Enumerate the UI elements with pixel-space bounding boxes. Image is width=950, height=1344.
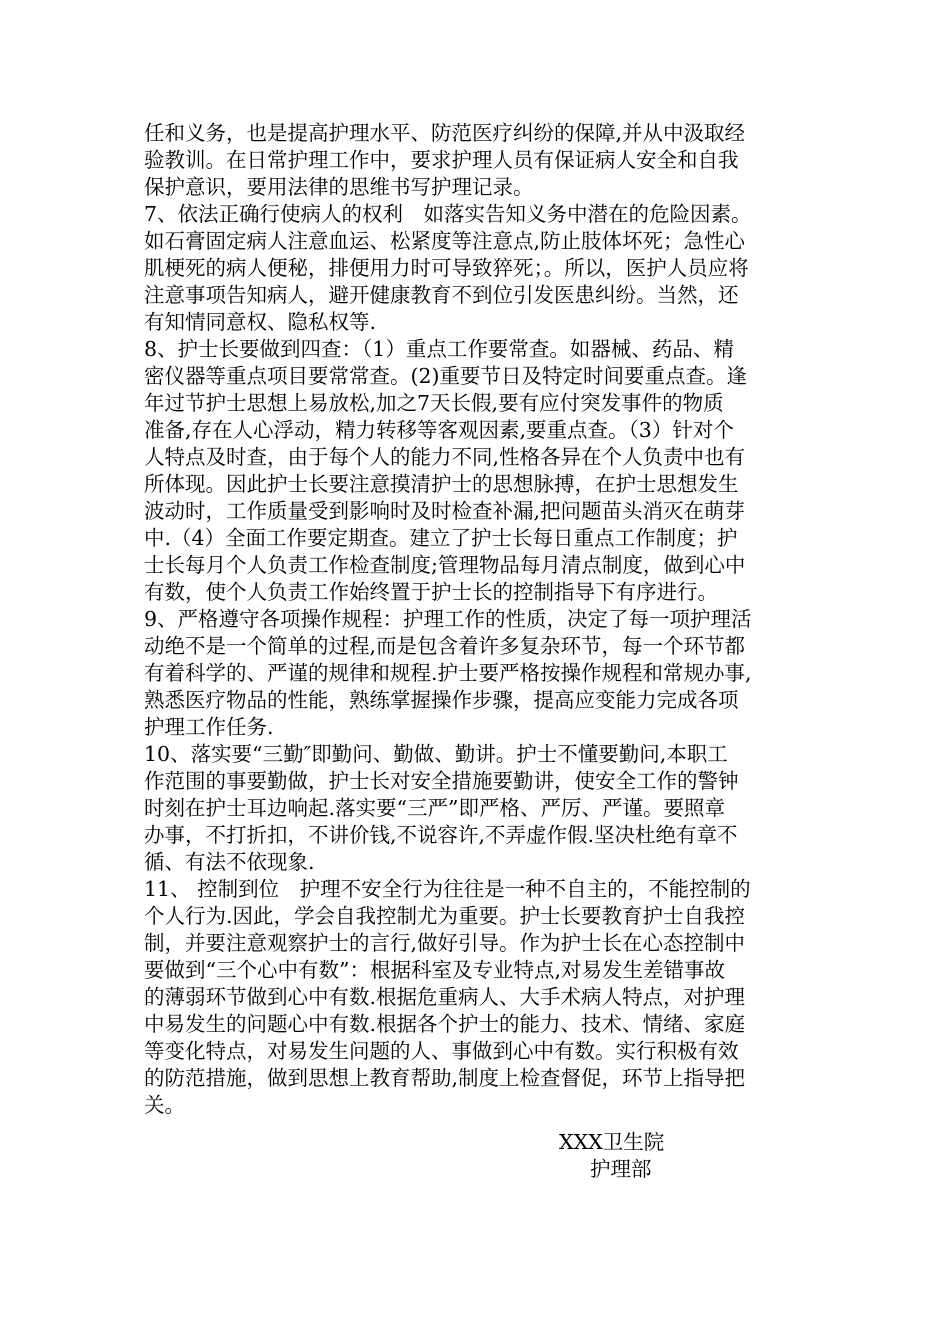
body-text-line: 士长每月个人负责工作检查制度;管理物品每月清点制度，做到心中 bbox=[144, 553, 746, 577]
body-text-line: 验教训。在日常护理工作中，要求护理人员有保证病人安全和自我 bbox=[144, 148, 739, 172]
body-text-line: 8、护士长要做到四查：（1）重点工作要常查。如器械、药品、精 bbox=[144, 337, 734, 361]
body-text-line: 中.（4）全面工作要定期查。建立了护士长每日重点工作制度；护 bbox=[144, 526, 738, 550]
body-text-line: 所体现。因此护士长要注意摸清护士的思想脉搏，在护士思想发生 bbox=[144, 472, 739, 496]
body-text-line: 办事，不打折扣，不讲价钱,不说容许,不弄虚作假.坚决杜绝有章不 bbox=[144, 823, 738, 847]
body-text-line: 9、严格遵守各项操作规程：护理工作的性质，决定了每一项护理活 bbox=[144, 607, 752, 631]
body-text-line: 肌梗死的病人便秘，排便用力时可导致猝死；。所以，医护人员应将 bbox=[144, 256, 749, 280]
body-text-line: 有数，使个人负责工作始终置于护士长的控制指导下有序进行。 bbox=[144, 580, 718, 604]
body-text-line: 注意事项告知病人，避开健康教育不到位引发医患纠纷。当然，还 bbox=[144, 283, 739, 307]
body-text-line: 密仪器等重点项目要常常查。(2)重要节日及特定时间要重点查。逢 bbox=[144, 364, 748, 388]
body-text-line: 动绝不是一个简单的过程,而是包含着许多复杂环节，每一个环节都 bbox=[144, 634, 746, 658]
body-text-line: 时刻在护士耳边响起.落实要“三严”即严格、严厉、严谨。要照章 bbox=[144, 796, 725, 820]
body-text-line: 年过节护士思想上易放松,加之7天长假,要有应付突发事件的物质 bbox=[144, 391, 724, 415]
body-text-line: 人特点及时查，由于每个人的能力不同,性格各异在个人负责中也有 bbox=[144, 445, 746, 469]
body-text-line: 熟悉医疗物品的性能，熟练掌握操作步骤，提高应变能力完成各项 bbox=[144, 688, 739, 712]
body-text-line: 有着科学的、严谨的规律和规程.护士要严格按操作规程和常规办事, bbox=[144, 661, 752, 685]
body-text-line: 7、依法正确行使病人的权利 如落实告知义务中潜在的危险因素。 bbox=[144, 202, 752, 226]
body-text-line: 作范围的事要勤做，护士长对安全措施要勤讲，使安全工作的警钟 bbox=[144, 769, 739, 793]
body-text-line: 波动时，工作质量受到影响时及时检查补漏,把问题苗头消灭在萌芽 bbox=[144, 499, 746, 523]
body-text-line: 中易发生的问题心中有数.根据各个护士的能力、技术、情绪、家庭 bbox=[144, 1012, 746, 1036]
body-text-line: 个人行为.因此，学会自我控制尤为重要。护士长要教育护士自我控 bbox=[144, 904, 746, 928]
body-text-line: 循、有法不依现象. bbox=[144, 850, 315, 874]
body-text-line: 要做到“三个心中有数”：根据科室及专业特点,对易发生差错事故 bbox=[144, 958, 725, 982]
body-text-line: 关。 bbox=[144, 1093, 185, 1117]
body-text-line: 制，并要注意观察护士的言行,做好引导。作为护士长在心态控制中 bbox=[144, 931, 746, 955]
body-text-line: 如石膏固定病人注意血运、松紧度等注意点,防止肢体坏死；急性心 bbox=[144, 229, 746, 253]
body-text-line: 的防范措施，做到思想上教育帮助,制度上检查督促，环节上指导把 bbox=[144, 1066, 746, 1090]
body-text-line: 任和义务，也是提高护理水平、防范医疗纠纷的保障,并从中汲取经 bbox=[144, 121, 746, 145]
body-text-line: 的薄弱环节做到心中有数.根据危重病人、大手术病人特点，对护理 bbox=[144, 985, 746, 1009]
body-text-line: 护理工作任务. bbox=[144, 715, 274, 739]
body-text-line: 10、落实要“三勤″即勤问、勤做、勤讲。护士不懂要勤问,本职工 bbox=[144, 742, 728, 766]
body-text-line: 准备,存在人心浮动，精力转移等客观因素,要重点查。（3）针对个 bbox=[144, 418, 734, 442]
signature-organization: XXX卫生院 bbox=[559, 1130, 665, 1154]
signature-department: 护理部 bbox=[590, 1157, 652, 1181]
body-text-line: 11、 控制到位 护理不安全行为往往是一种不自主的，不能控制的 bbox=[144, 877, 751, 901]
body-text-line: 等变化特点，对易发生问题的人、事做到心中有数。实行积极有效 bbox=[144, 1039, 739, 1063]
body-text-line: 保护意识，要用法律的思维书写护理记录。 bbox=[144, 175, 534, 199]
body-text-line: 有知情同意权、隐私权等. bbox=[144, 310, 377, 334]
